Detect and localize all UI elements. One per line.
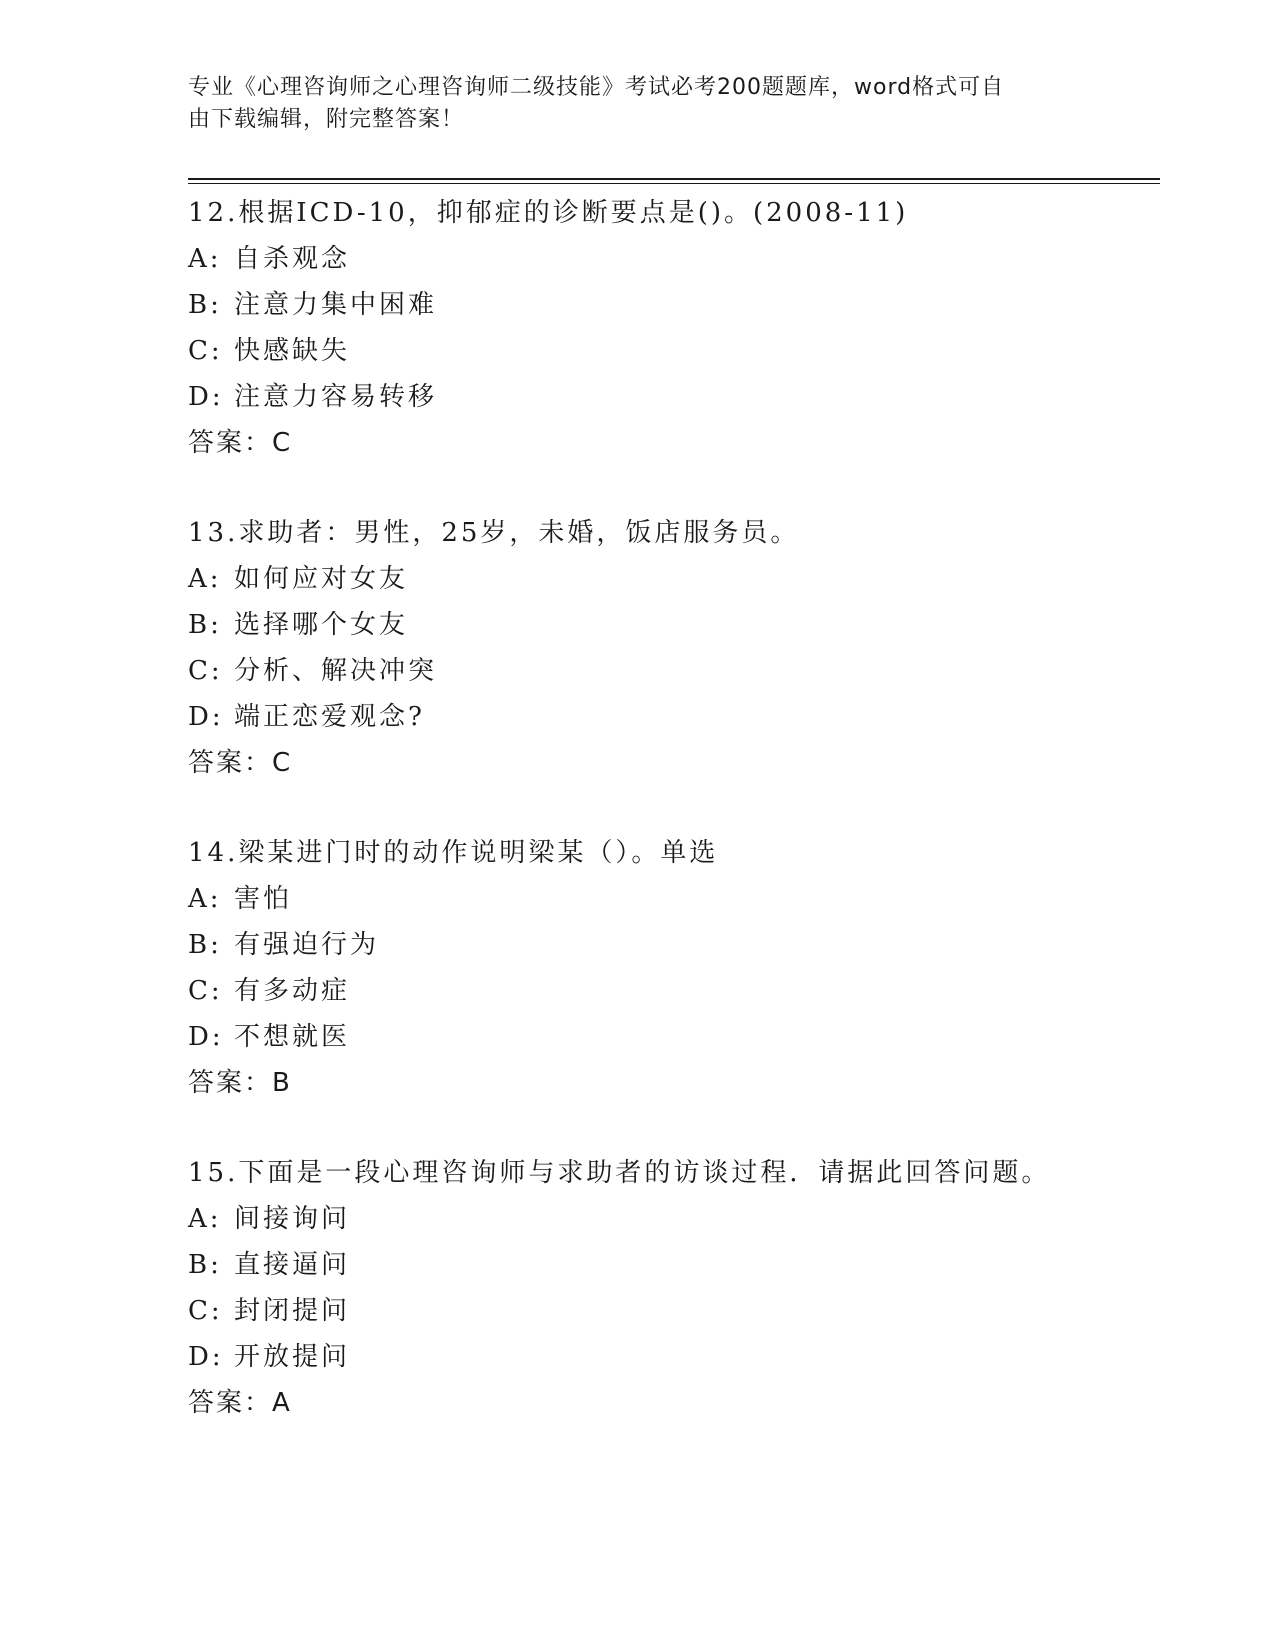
option-letter: A: (188, 244, 222, 274)
answer-line: 答案：A (188, 1388, 292, 1418)
option-letter: C: (188, 656, 223, 686)
option-letter: B: (188, 1250, 222, 1280)
answer-line: 答案：C (188, 428, 293, 458)
option-b (188, 922, 1148, 968)
option-text: 快感缺失 (234, 336, 351, 366)
question-stem: 14.梁某进门时的动作说明梁某（）。单选 (188, 838, 719, 868)
option-c (188, 968, 1148, 1014)
option-letter: C: (188, 336, 223, 366)
question-block (188, 190, 1148, 466)
option-letter: D: (188, 1022, 224, 1052)
option-a (188, 876, 1148, 922)
option-letter: C: (188, 1296, 223, 1326)
option-text: 自杀观念 (234, 244, 351, 274)
option-b (188, 1242, 1148, 1288)
option-text: 有多动症 (234, 976, 351, 1006)
option-text: 害怕 (234, 884, 293, 914)
option-text: 封闭提问 (234, 1296, 351, 1326)
answer-line: 答案：B (188, 1068, 292, 1098)
option-d (188, 1334, 1148, 1380)
option-text: 如何应对女友 (234, 564, 409, 594)
option-a (188, 556, 1148, 602)
answer-line: 答案：C (188, 748, 293, 778)
option-d (188, 374, 1148, 420)
option-letter: B: (188, 610, 222, 640)
option-b (188, 602, 1148, 648)
question-block (188, 1150, 1148, 1426)
option-text: 开放提问 (234, 1342, 351, 1372)
option-letter: D: (188, 1342, 224, 1372)
option-text: 注意力集中困难 (234, 290, 438, 320)
option-text: 间接询问 (234, 1204, 351, 1234)
header-line-1: 专业《心理咨询师之心理咨询师二级技能》考试必考200题题库，word格式可自 (188, 75, 1005, 100)
option-letter: B: (188, 290, 222, 320)
option-letter: D: (188, 702, 224, 732)
question-stem: 13.求助者：男性，25岁，未婚，饭店服务员。 (188, 518, 800, 548)
option-d (188, 694, 1148, 740)
option-c (188, 1288, 1148, 1334)
option-letter: C: (188, 976, 223, 1006)
option-b (188, 282, 1148, 328)
option-letter: A: (188, 1204, 222, 1234)
option-text: 选择哪个女友 (234, 610, 409, 640)
option-c (188, 328, 1148, 374)
option-letter: A: (188, 564, 222, 594)
option-text: 注意力容易转移 (234, 382, 438, 412)
header-line-2: 由下载编辑，附完整答案！ (188, 107, 465, 132)
option-letter: A: (188, 884, 222, 914)
document-header (188, 72, 1068, 136)
question-stem: 12.根据ICD-10，抑郁症的诊断要点是()。(2008-11) (188, 198, 909, 228)
question-block (188, 510, 1148, 786)
header-divider-thin (188, 183, 1160, 184)
option-text: 直接逼问 (234, 1250, 351, 1280)
option-c (188, 648, 1148, 694)
option-text: 端正恋爱观念? (234, 702, 425, 732)
option-letter: D: (188, 382, 224, 412)
option-letter: B: (188, 930, 222, 960)
option-d (188, 1014, 1148, 1060)
option-a (188, 236, 1148, 282)
option-text: 有强迫行为 (234, 930, 380, 960)
option-text: 不想就医 (234, 1022, 351, 1052)
header-divider-thick (188, 178, 1160, 180)
option-text: 分析、解决冲突 (234, 656, 438, 686)
question-stem: 15.下面是一段心理咨询师与求助者的访谈过程．请据此回答问题。 (188, 1158, 1051, 1188)
option-a (188, 1196, 1148, 1242)
question-block (188, 830, 1148, 1106)
